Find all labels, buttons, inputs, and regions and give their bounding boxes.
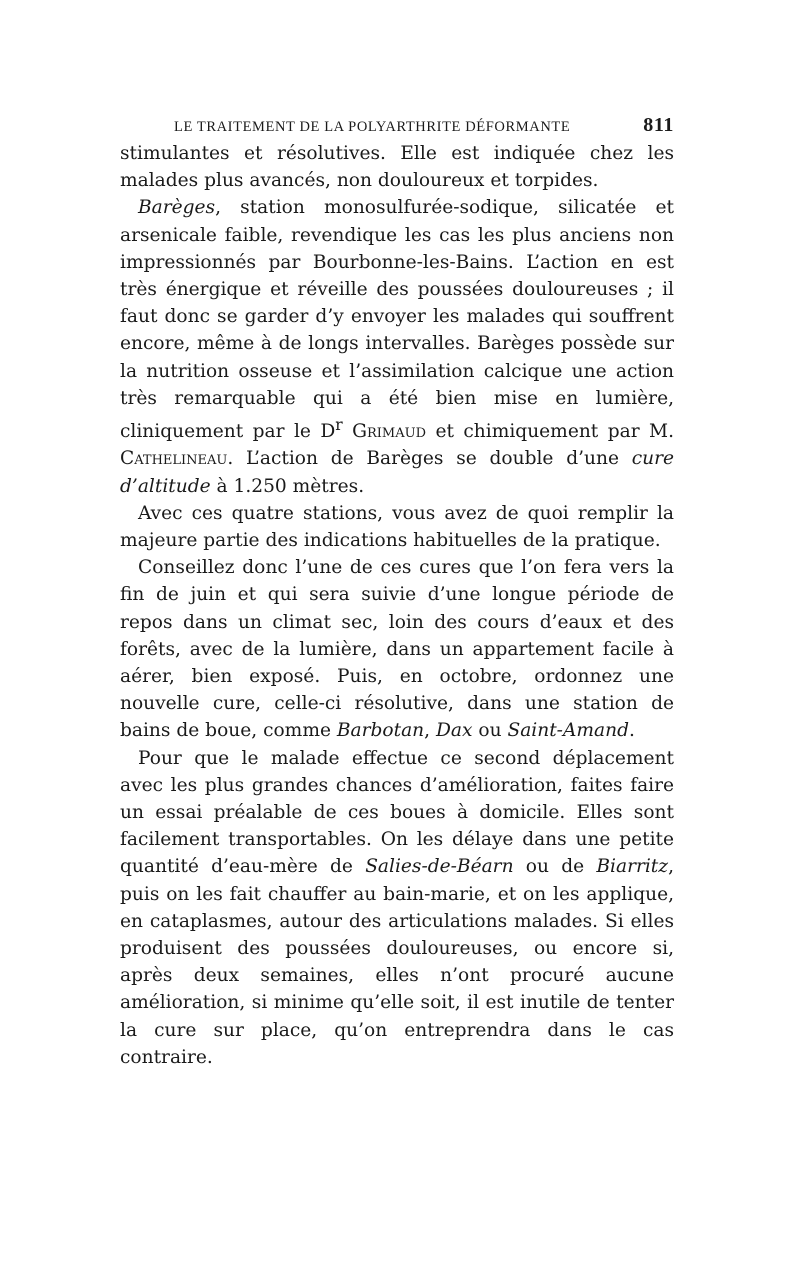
body-text [120,140,674,1071]
station-name: Biarritz [596,856,669,878]
station-name: Salies-de-Béarn [365,856,514,878]
author-name: Cathelineau [120,448,228,470]
text-run: , puis on les fait chauffer au bain-marie, et on les applique, en cataplasmes, autour des articulations malades. Si elles produisent des poussées douloureuses, ou encore si, après deux semaines, elles n’ont procuré aucune amélioration, si minime qu’elle soit, il est inutile de tenter la cure sur place, qu’on entreprendra dans le cas contraire. [120,856,674,1068]
station-name: Dax [435,720,473,742]
running-head [120,100,674,140]
station-name: Saint-Amand [507,720,629,742]
paragraph-1: stimulantes et résolutives. Elle est indiquée chez les malades plus avancés, non douloureux et torpides. [120,143,674,192]
book-page [120,100,674,1071]
page-number: 811 [643,114,674,136]
superscript: r [335,416,343,435]
text-run: ou [472,720,508,742]
text-run: et chimiquement par M. [426,421,674,443]
author-name: Grimaud [352,421,427,443]
station-name: Barèges [138,197,216,219]
text-run: Pour que le malade effectue ce second déplacement avec les plus grandes chances d’amélioration, faites faire un essai préalable de ces boues à domicile. Elles sont facilement transportables. On les délaye dans une petite quantité d’eau-mère de [120,747,674,878]
text-run: . L’action de Barèges se double d’une [227,448,632,470]
paragraph-4 [120,554,674,744]
text-run [343,421,352,442]
station-name: Barbotan [336,720,425,742]
text-run: , [424,720,436,742]
running-title: LE TRAITEMENT DE LA POLYARTHRITE DÉFORMANTE [174,119,571,135]
text-run: à 1.250 mètres. [210,475,365,497]
paragraph-3: Avec ces quatre stations, vous avez de quoi remplir la majeure partie des indications habituelles de la pratique. [120,502,674,552]
emphasis: cure d’altitude [120,448,674,497]
text-run: Conseillez donc l’une de ces cures que l’on fera vers la fin de juin et qui sera suivie d’une longue période de repos dans un climat sec, loin des cours d’eaux et des forêts, avec de la lumière, dans un appartement facile à aérer, bien exposé. Puis, en octobre, ordonnez une nouvelle cure, celle-ci résolutive, dans une station de bains de boue, comme [120,557,674,742]
paragraph-bareges [120,194,674,499]
text-run: ou de [513,856,597,878]
text-run: , station monosulfurée-sodique, silicatée et arsenicale faible, revendique les cas les plus anciens non impressionnés par Bourbonne-les-Bains. L’action en est très énergique et réveille des poussées douloureuses ; il faut donc se garder d’y envoyer les malades qui souffrent encore, même à de longs intervalles. Barèges possède sur la nutrition osseuse et l’assimilation calcique une action très remarquable qui a été bien mise en lumière, cliniquement par le D [120,197,674,443]
paragraph-5 [120,745,674,1071]
text-run: . [629,720,635,742]
